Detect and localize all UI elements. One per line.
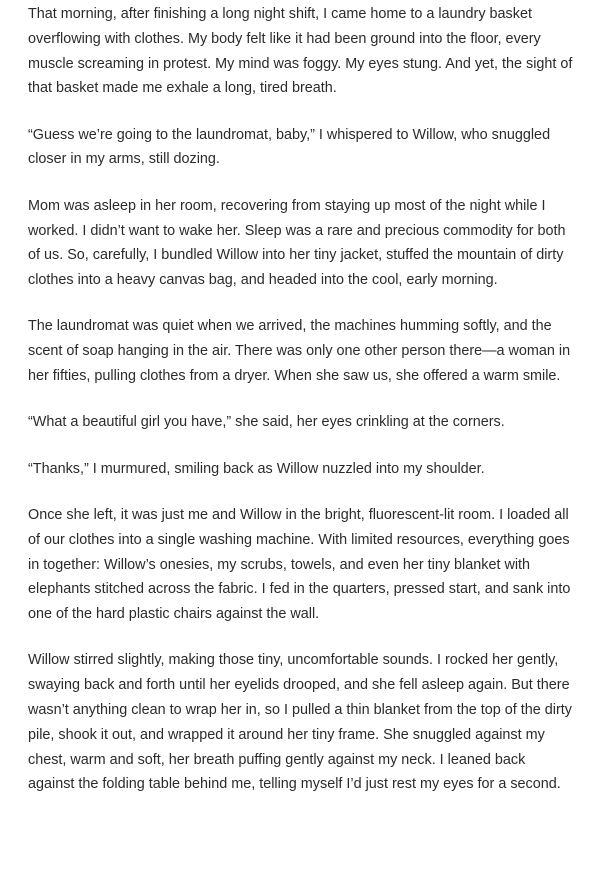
- paragraph-8: Willow stirred slightly, making those tiny, uncomfortable sounds. I rocked her gently, swaying back and forth until her eyelids drooped, and she fell asleep again. But there wasn’t anything clean to wrap her in, so I pulled a thin blanket from the top of the dirty pile, shook it out, and wrapped it around her tiny frame. She snuggled against my chest, warm and soft, her breath puffing gently against my neck. I leaned back against the folding table behind me, telling myself I’d just rest my eyes for a second.: [28, 652, 572, 793]
- article-body: [28, 2, 574, 797]
- paragraph-2: “Guess we’re going to the laundromat, baby,” I whispered to Willow, who snuggled closer in my arms, still dozing.: [28, 126, 551, 168]
- paragraph-3: Mom was asleep in her room, recovering from staying up most of the night while I worked. I didn’t want to wake her. Sleep was a rare and precious commodity for both of us. So, carefully, I bundled Willow into her tiny jacket, stuffed the mountain of dirty clothes into a heavy canvas bag, and headed into the cool, early morning.: [28, 197, 566, 289]
- paragraph-4: The laundromat was quiet when we arrived, the machines humming softly, and the scent of soap hanging in the air. There was only one other person there—a woman in her fifties, pulling clothes from a dryer. When she saw us, she offered a warm smile.: [28, 318, 571, 385]
- paragraph-5: “What a beautiful girl you have,” she said, her eyes crinkling at the corners.: [28, 414, 505, 431]
- paragraph-6: “Thanks,” I murmured, smiling back as Willow nuzzled into my shoulder.: [28, 460, 485, 477]
- paragraph-1: That morning, after finishing a long night shift, I came home to a laundry basket overflowing with clothes. My body felt like it had been ground into the floor, every muscle screaming in protest. My mind was foggy. My eyes stung. And yet, the sight of that basket made me exhale a long, tired breath.: [28, 6, 573, 97]
- paragraph-7: Once she left, it was just me and Willow in the bright, fluorescent-lit room. I loaded all of our clothes into a single washing machine. With limited resources, everything goes in together: Willow’s onesies, my scrubs, towels, and even her tiny blanket with elephants stitched across the fabric. I fed in the quarters, pressed start, and sank into one of the hard plastic chairs against the wall.: [28, 506, 571, 623]
